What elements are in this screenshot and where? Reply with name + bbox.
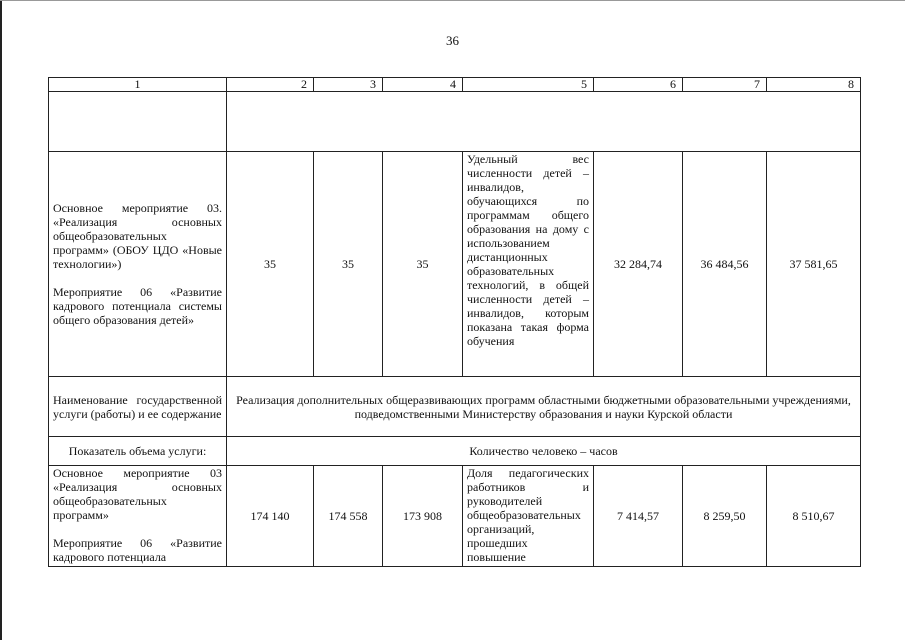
activity-cell: Основное мероприятие 03 «Реализация основных общеобразовательных программ» Мероприятие 06 «Развитие кадрового потенциала: [49, 466, 227, 567]
value-cell: 35: [227, 152, 314, 377]
service-name-label: Наименование государственной услуги (работы) и ее содержание: [49, 377, 227, 437]
page-left-edge: [0, 0, 2, 640]
program-table: [48, 77, 861, 567]
service-name-row: [49, 377, 861, 437]
empty-cell-label: [49, 92, 227, 152]
amount-cell: 37 581,65: [767, 152, 861, 377]
indicator-cell: Доля педагогических работников и руководителей общеобразовательных организаций, прошедших повышение: [463, 466, 594, 567]
value-cell: 173 908: [383, 466, 463, 567]
column-header-5: 5: [463, 78, 594, 92]
service-name-value: Реализация дополнительных общеразвивающих программ областными бюджетными образовательными учреждениями, подведомственными Министерству образования и науки Курской области: [227, 377, 861, 437]
page-number: 36: [446, 33, 459, 48]
volume-indicator-value: Количество человеко – часов: [227, 437, 861, 466]
value-cell: 35: [314, 152, 383, 377]
page-top-edge: [0, 0, 905, 1]
table-row: [49, 466, 861, 567]
volume-indicator-row: [49, 437, 861, 466]
amount-cell: 7 414,57: [594, 466, 683, 567]
value-cell: 174 558: [314, 466, 383, 567]
column-header-8: 8: [767, 78, 861, 92]
amount-cell: 8 259,50: [683, 466, 767, 567]
column-header-6: 6: [594, 78, 683, 92]
column-header-1: 1: [49, 78, 227, 92]
column-header-2: 2: [227, 78, 314, 92]
continuation-row: [49, 92, 861, 152]
column-number-row: [49, 78, 861, 92]
activity-cell: Основное мероприятие 03. «Реализация основных общеобразовательных программ» (ОБОУ ЦДО «Новые технологии») Мероприятие 06 «Развитие кадрового потенциала системы общего образования детей»: [49, 152, 227, 377]
column-header-3: 3: [314, 78, 383, 92]
amount-cell: 32 284,74: [594, 152, 683, 377]
empty-cell-merged: [227, 92, 861, 152]
column-header-7: 7: [683, 78, 767, 92]
value-cell: 174 140: [227, 466, 314, 567]
value-cell: 35: [383, 152, 463, 377]
amount-cell: 36 484,56: [683, 152, 767, 377]
column-header-4: 4: [383, 78, 463, 92]
indicator-cell: Удельный вес численности детей – инвалидов, обучающихся по программам общего образования на дому с использованием дистанционных образовательных технологий, в общей численности детей – инвалидов, которым показана такая форма обучения: [463, 152, 594, 377]
volume-indicator-label: Показатель объема услуги:: [49, 437, 227, 466]
table-row: [49, 152, 861, 377]
amount-cell: 8 510,67: [767, 466, 861, 567]
